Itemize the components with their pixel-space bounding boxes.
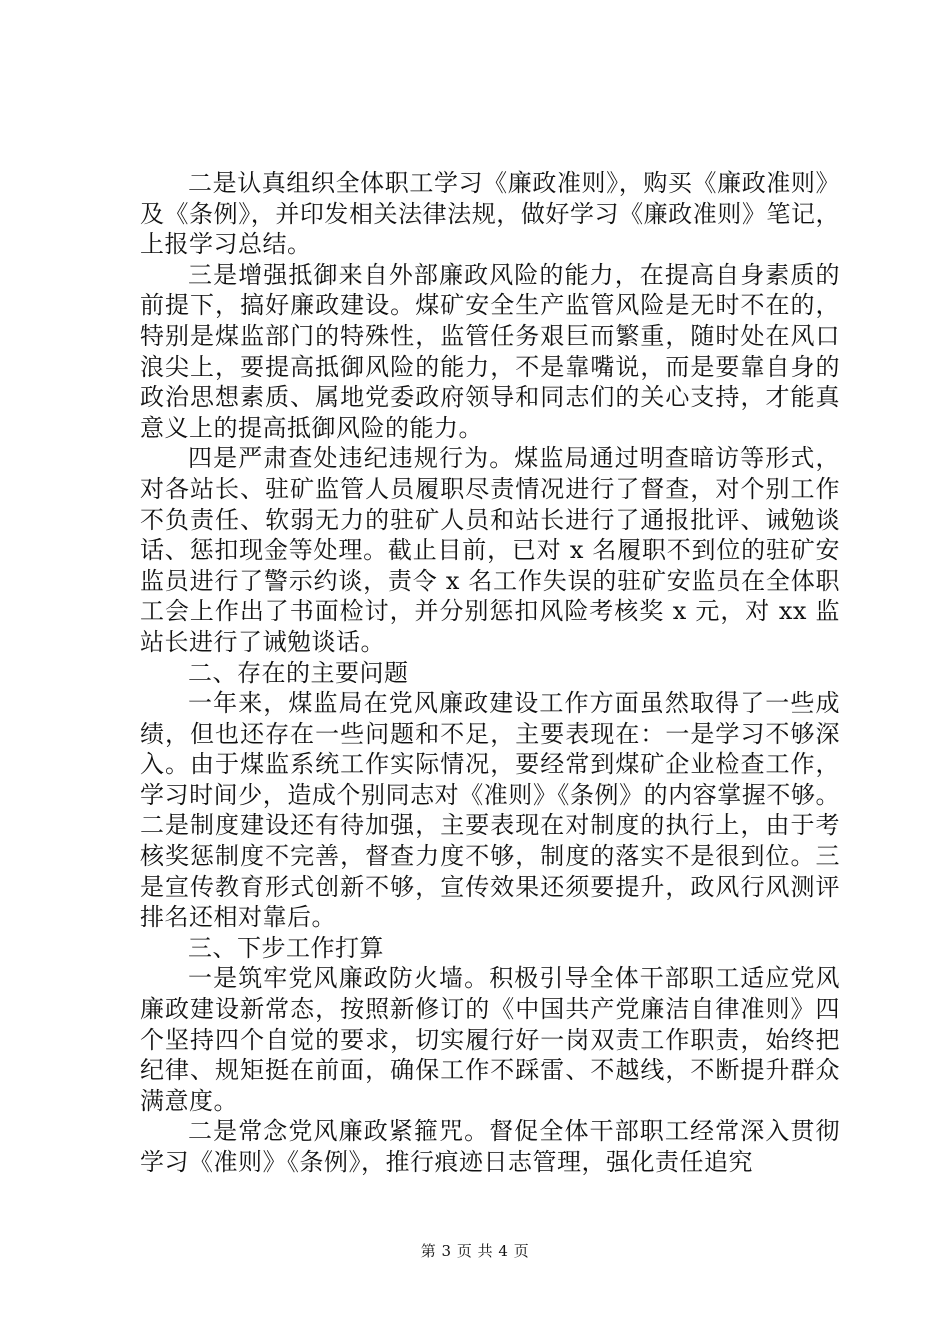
document-body bbox=[140, 168, 840, 1178]
paragraph-3: 四是严肃查处违纪违规行为。煤监局通过明查暗访等形式，对各站长、驻矿监管人员履职尽责情况进行了督查，对个别工作不负责任、软弱无力的驻矿人员和站长进行了通报批评、诫勉谈话、惩扣现金等处理。截止目前，已对 x 名履职不到位的驻矿安监员进行了警示约谈，责令 x 名工作失误的驻矿安监员在全体职工会上作出了书面检讨，并分别惩扣风险考核奖 x 元，对 xx 监站长进行了诫勉谈话。 bbox=[140, 444, 840, 656]
section-heading-next-steps: 三、下步工作打算 bbox=[188, 933, 384, 962]
paragraph-2: 三是增强抵御来自外部廉政风险的能力，在提高自身素质的前提下，搞好廉政建设。煤矿安全生产监管风险是无时不在的，特别是煤监部门的特殊性，监管任务艰巨而繁重，随时处在风口浪尖上，要提高抵御风险的能力，不是靠嘴说，而是要靠自身的政治思想素质、属地党委政府领导和同志们的关心支持，才能真意义上的提高抵御风险的能力。 bbox=[140, 260, 840, 442]
paragraph-5: 一是筑牢党风廉政防火墙。积极引导全体干部职工适应党风廉政建设新常态，按照新修订的《中国共产党廉洁自律准则》四个坚持四个自觉的要求，切实履行好一岗双责工作职责，始终把纪律、规矩挺在前面，确保工作不踩雷、不越线，不断提升群众满意度。 bbox=[140, 964, 840, 1115]
page-number-footer: 第 3 页 共 4 页 bbox=[420, 1242, 530, 1260]
paragraph-4: 一年来，煤监局在党风廉政建设工作方面虽然取得了一些成绩，但也还存在一些问题和不足，主要表现在：一是学习不够深入。由于煤监系统工作实际情况，要经常到煤矿企业检查工作，学习时间少，造成个别同志对《准则》《条例》的内容掌握不够。二是制度建设还有待加强，主要表现在对制度的执行上，由于考核奖惩制度不完善，督查力度不够，制度的落实不是很到位。三是宣传教育形式创新不够，宣传效果还须要提升，政风行风测评排名还相对靠后。 bbox=[140, 689, 840, 932]
paragraph-1: 二是认真组织全体职工学习《廉政准则》，购买《廉政准则》及《条例》，并印发相关法律法规，做好学习《廉政准则》笔记，上报学习总结。 bbox=[140, 169, 840, 259]
paragraph-6: 二是常念党风廉政紧箍咒。督促全体干部职工经常深入贯彻学习《准则》《条例》，推行痕迹日志管理，强化责任追究 bbox=[140, 1117, 840, 1176]
section-heading-problems: 二、存在的主要问题 bbox=[188, 658, 409, 687]
